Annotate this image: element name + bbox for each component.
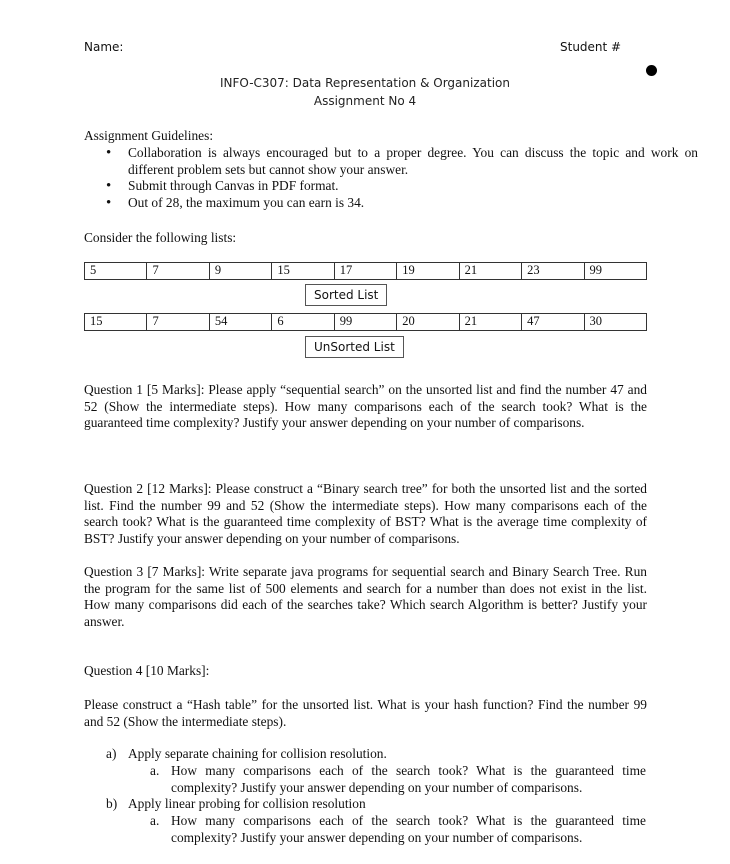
bullet-dot-mark	[646, 65, 657, 76]
assignment-title: Assignment No 4	[313, 94, 417, 108]
lists-intro: Consider the following lists:	[84, 230, 237, 245]
list-cell: 7	[147, 263, 209, 280]
list-cell: 15	[85, 314, 147, 331]
guideline-item: • Submit through Canvas in PDF format.	[128, 178, 698, 195]
guidelines-heading: Assignment Guidelines:	[84, 128, 214, 143]
student-number-label: Student #	[560, 40, 622, 54]
course-title: INFO-C307: Data Representation & Organization	[220, 76, 510, 90]
sorted-list-table	[84, 262, 647, 280]
question-4-heading: Question 4 [10 Marks]:	[84, 663, 210, 678]
question-1: Question 1 [5 Marks]: Please apply “sequential search” on the unsorted list and find the number 47 and 52 (Show the intermediate steps). How many comparisons each of the search took? What is the guaranteed time complexity? Justify your answer depending on your number of comparisons.	[84, 382, 647, 431]
list-cell: 23	[522, 263, 584, 280]
list-cell: 21	[459, 314, 521, 331]
question-2: Question 2 [12 Marks]: Please construct a “Binary search tree” for both the unsorted list and the sorted list. Find the number 99 and 52 (Show the intermediate steps). How many comparisons each of the search took? What is the guaranteed time complexity of BST? What is the average time complexity of BST? Justify your answer depending on your number of comparisons.	[84, 481, 647, 546]
q4-part-b-marker: b)	[106, 796, 118, 811]
guideline-item: • Out of 28, the maximum you can earn is 34.	[128, 195, 698, 212]
list-cell: 7	[147, 314, 209, 331]
name-label: Name:	[84, 40, 124, 54]
q4-part-a-marker: a)	[106, 746, 117, 761]
list-cell: 5	[85, 263, 147, 280]
list-cell: 6	[272, 314, 334, 331]
list-cell: 20	[397, 314, 459, 331]
q4-part-b: Apply linear probing for collision resolution	[128, 796, 366, 811]
list-cell: 21	[459, 263, 521, 280]
list-cell: 9	[209, 263, 271, 280]
q4-part-b-i: How many comparisons each of the search took? What is the guaranteed time complexity? Justify your answer depending on your number of comparisons.	[171, 813, 646, 845]
q4-part-a-i-marker: a.	[150, 763, 160, 778]
q4-part-b-i-marker: a.	[150, 813, 160, 828]
list-cell: 99	[584, 263, 647, 280]
unsorted-list-table	[84, 313, 647, 331]
unsorted-list-caption: UnSorted List	[305, 336, 404, 358]
sorted-list-caption: Sorted List	[305, 284, 387, 306]
list-cell: 47	[522, 314, 584, 331]
list-cell: 99	[334, 314, 396, 331]
list-cell: 17	[334, 263, 396, 280]
guidelines-list	[84, 145, 698, 211]
list-cell: 15	[272, 263, 334, 280]
question-3: Question 3 [7 Marks]: Write separate java programs for sequential search and Binary Search Tree. Run the program for the same list of 500 elements and search for a number than does not exist in the list. How many comparisons did each of the searches take? Which search Algorithm is better? Justify your answer.	[84, 564, 647, 629]
list-cell: 19	[397, 263, 459, 280]
list-cell: 54	[209, 314, 271, 331]
q4-part-a-i: How many comparisons each of the search took? What is the guaranteed time complexity? Justify your answer depending on your number of comparisons.	[171, 763, 646, 795]
question-4-intro: Please construct a “Hash table” for the unsorted list. What is your hash function? Find the number 99 and 52 (Show the intermediate steps).	[84, 697, 647, 729]
q4-part-a: Apply separate chaining for collision resolution.	[128, 746, 387, 761]
guideline-item: • Collaboration is always encouraged but to a proper degree. You can discuss the topic and work on different problem sets but cannot show your answer.	[128, 145, 698, 178]
list-cell: 30	[584, 314, 647, 331]
